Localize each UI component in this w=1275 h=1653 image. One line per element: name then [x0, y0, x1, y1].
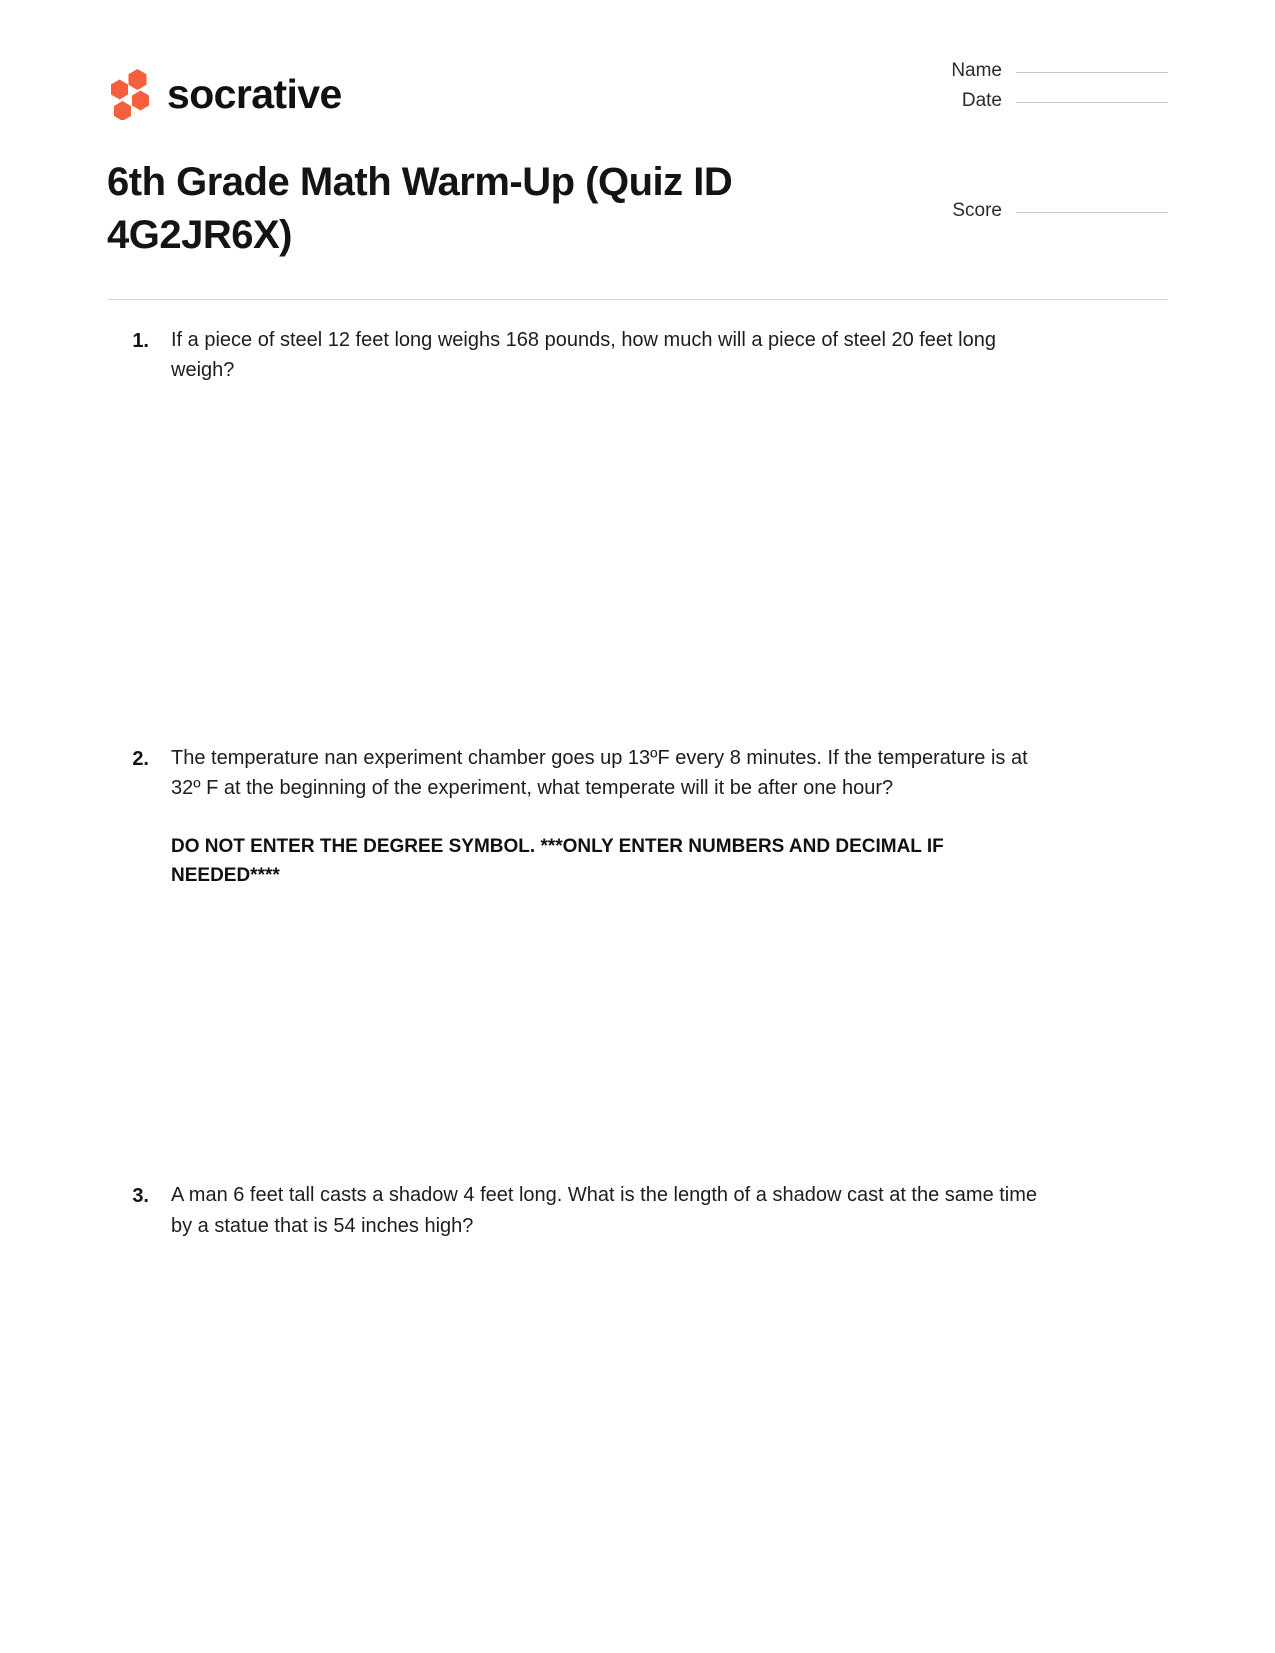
question-item-2 — [107, 743, 1168, 1181]
socrative-hexagons-icon — [107, 68, 153, 120]
student-info-block — [921, 60, 1168, 230]
answer-space[interactable] — [171, 386, 1055, 743]
brand-name: socrative — [167, 70, 342, 117]
question-number: 3. — [132, 1185, 149, 1208]
date-label: Date — [961, 90, 1002, 111]
score-input-line[interactable] — [1016, 212, 1168, 213]
name-field-row — [921, 60, 1168, 82]
score-field-row — [921, 200, 1168, 222]
question-text: If a piece of steel 12 feet long weighs 168 pounds, how much will a piece of steel 20 feet long weigh? — [171, 329, 996, 382]
score-label: Score — [952, 200, 1002, 221]
question-item-3 — [107, 1180, 1168, 1241]
page-header — [107, 60, 1168, 300]
question-instruction-note: DO NOT ENTER THE DEGREE SYMBOL. ***ONLY ENTER NUMBERS AND DECIMAL IF NEEDED**** — [171, 835, 944, 886]
name-input-line[interactable] — [1016, 72, 1168, 73]
answer-space[interactable] — [171, 890, 1055, 1180]
question-body — [171, 1180, 1055, 1241]
question-number: 2. — [132, 747, 149, 770]
question-body — [171, 743, 1055, 1181]
question-list — [107, 325, 1168, 1241]
name-label: Name — [951, 60, 1002, 81]
question-body — [171, 325, 1055, 743]
page-title: 6th Grade Math Warm-Up (Quiz ID 4G2JR6X) — [107, 160, 733, 257]
date-input-line[interactable] — [1016, 102, 1168, 103]
date-field-row — [921, 90, 1168, 112]
question-number: 1. — [132, 330, 149, 352]
header-divider — [107, 299, 1168, 300]
socrative-logo — [107, 68, 342, 120]
question-text: The temperature nan experiment chamber goes up 13ºF every 8 minutes. If the temperature is at 32º F at the beginning of the experiment, what temperate will it be after one hour? — [171, 746, 1028, 800]
question-text: A man 6 feet tall casts a shadow 4 feet long. What is the length of a shadow cast at the same time by a statue that is 54 inches high? — [171, 1184, 1038, 1237]
question-item-1 — [107, 325, 1168, 743]
